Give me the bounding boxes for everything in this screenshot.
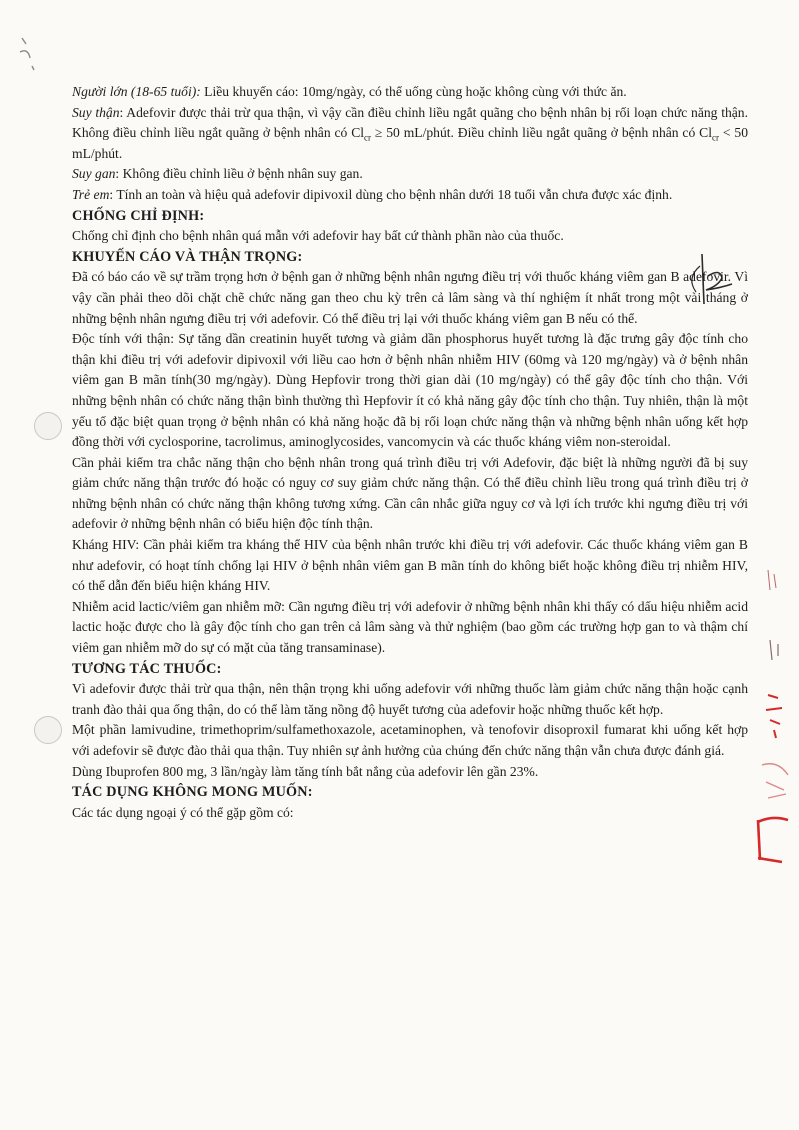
dosage-renal-text-3: < 50 mL/phút. bbox=[72, 125, 748, 161]
warnings-paragraph-4: Kháng HIV: Cần phải kiểm tra kháng thể HIV của bệnh nhân trước khi điều trị với adefovir. Các thuốc kháng viêm gan B như adefovir, có hoạt tính chống lại HIV ở bệnh nhân viêm gan B mãn tính do không biết hoặc không điều trị nhiễm HIV, có thể dẫn đến biểu hiện kháng HIV. bbox=[72, 537, 748, 594]
dosage-adult-label: Người lớn (18-65 tuổi): bbox=[72, 84, 201, 99]
dosage-renal-label: Suy thận bbox=[72, 104, 120, 120]
dosage-renal-text-1: : Adefovir được thải trừ qua thận, vì vậy cần điều chỉnh liều ngắt quãng cho bệnh nhân bị rối loạn chức năng thận. Không điều chỉnh liều ngắt quãng ở bệnh nhân có Cl bbox=[72, 104, 748, 141]
warnings-heading: KHUYẾN CÁO VÀ THẬN TRỌNG: bbox=[72, 248, 303, 265]
binder-hole-bottom bbox=[34, 716, 62, 744]
interactions-paragraph-2: Một phần lamivudine, trimethoprim/sulfamethoxazole, acetaminophen, và tenofovir disoproxil fumarat khi uống kết hợp với adefovir sẽ được đào thải qua thận. Tuy nhiên sự ảnh hưởng của chúng đến chức năng thận vẫn chưa được đánh giá. bbox=[72, 722, 748, 758]
warnings-paragraph-5: Nhiễm acid lactic/viêm gan nhiễm mỡ: Cần ngưng điều trị với adefovir ở những bệnh nhân khi thấy có dấu hiệu nhiễm acid lactic hoặc được cho là gây độc tính cho gan trên cả lâm sàng và thử nghiệm (bao gồm các trường hợp gan to và thậm chí viêm gan nhiễm mỡ do sự có mặt của tăng transaminase). bbox=[72, 598, 748, 656]
clcr-subscript-1: cr bbox=[364, 132, 372, 143]
dosage-child bbox=[72, 185, 748, 206]
dosage-renal-text-2: ≥ 50 mL/phút. Điều chỉnh liều ngắt quãng ở bệnh nhân có Cl bbox=[371, 125, 712, 141]
dosage-hepatic-label: Suy gan bbox=[72, 166, 116, 182]
dosage-child-text: : Tính an toàn và hiệu quả adefovir dipivoxil dùng cho bệnh nhân dưới 18 tuổi vẫn chưa được xác định. bbox=[109, 186, 673, 202]
dosage-renal bbox=[72, 103, 748, 165]
warnings-paragraph-3: Cần phải kiểm tra chắc năng thận cho bệnh nhân trong quá trình điều trị với Adefovir, đặc biệt là những người đã bị suy giảm chức năng thận trước đó hoặc có nguy cơ suy giảm chức năng thận. Có thể điều chỉnh liều trong quá trình điều trị ở những bệnh nhân có chức năng thận không tương xứng. Cần cân nhắc giữa nguy cơ và lợi ích trước khi ngưng điều trị với adefovir ở những bệnh nhân có biểu hiện độc tính thận. bbox=[72, 454, 748, 532]
binder-hole-top bbox=[34, 412, 62, 440]
warnings-paragraph-2: Độc tính với thận: Sự tăng dần creatinin huyết tương và giảm dần phosphorus huyết tương là đặc trưng gây độc tính cho thận khi điều trị với adefovir dipivoxil với liều cao hơn ở bệnh nhân nhiễm HIV (60mg và 120 mg/ngày) và ở bệnh nhân viêm gan B mãn tính(30 mg/ngày). Dùng Hepfovir trong thời gian dài (10 mg/ngày) có thể gây độc tính cho thận. Với những bệnh nhân có chức năng thận bình thường thì Hepfovir ít có khả năng gây độc tính cho thận. Tuy nhiên, thận là một yếu tố đặc biệt quan trọng ở bệnh nhân có khả năng hoặc đã bị rối loạn chức năng thận và những bệnh nhân uống kết hợp đồng thời với cyclosporine, tacrolimus, aminoglycosides, vancomycin và các thuốc kháng viêm non-steroidal. bbox=[72, 331, 748, 450]
interactions-heading: TƯƠNG TÁC THUỐC: bbox=[72, 660, 222, 677]
dosage-hepatic bbox=[72, 164, 748, 185]
stamp-edge-mark bbox=[748, 560, 799, 880]
side-effects-heading: TÁC DỤNG KHÔNG MONG MUỐN: bbox=[72, 784, 313, 801]
interactions-paragraph-1: Vì adefovir được thải trừ qua thận, nên thận trọng khi uống adefovir với những thuốc làm giảm chức năng thận hoặc cạnh tranh đào thải qua ống thận, do có thể làm tăng nồng độ huyết tương của adefovir hoặc những thuốc kết hợp. bbox=[72, 681, 748, 717]
document-body bbox=[72, 82, 748, 823]
dosage-adult-text: Liều khuyến cáo: 10mg/ngày, có thể uống cùng hoặc không cùng với thức ăn. bbox=[200, 84, 627, 99]
contraindications-text: Chống chỉ định cho bệnh nhân quá mẫn với adefovir hay bất cứ thành phần nào của thuốc. bbox=[72, 228, 564, 244]
dosage-hepatic-text: : Không điều chỉnh liều ở bệnh nhân suy gan. bbox=[115, 166, 363, 182]
side-effects-text: Các tác dụng ngoại ý có thể gặp gồm có: bbox=[72, 804, 294, 820]
interactions-paragraph-3: Dùng Ibuprofen 800 mg, 3 lần/ngày làm tăng tính bắt nắng của adefovir lên gần 23%. bbox=[72, 763, 539, 779]
dosage-child-label: Trẻ em bbox=[72, 186, 110, 202]
contraindications-heading: CHỐNG CHỈ ĐỊNH: bbox=[72, 207, 205, 224]
pen-scribble-mark bbox=[14, 30, 54, 80]
clcr-subscript-2: cr bbox=[711, 132, 719, 143]
warnings-paragraph-1: Đã có báo cáo về sự trầm trọng hơn ở bệnh gan ở những bệnh nhân ngưng điều trị với thuốc kháng viêm gan B adefovir. Vì vậy cần phải theo dõi chặt chẽ chức năng gan theo chu kỳ trên cả lâm sàng và thí nghiệm ít nhất trong một vài tháng ở những bệnh nhân ngưng điều trị với adefovir. Có thể điều trị lại với thuốc kháng viêm gan B nếu có thể. bbox=[72, 269, 748, 326]
dosage-adult bbox=[72, 82, 748, 103]
